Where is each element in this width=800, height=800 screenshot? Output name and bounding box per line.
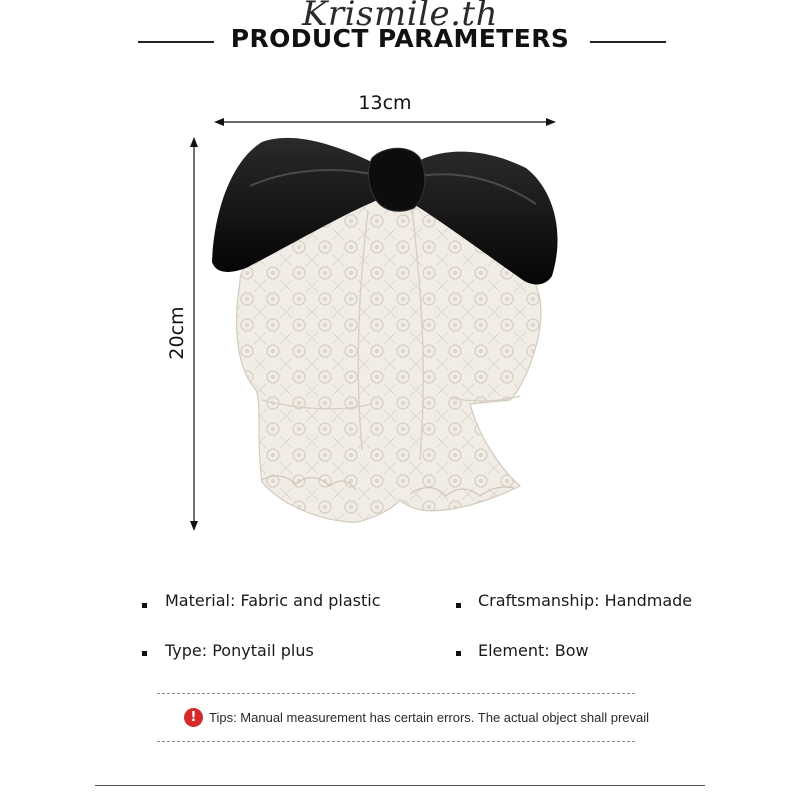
spec-craftsmanship: Craftsmanship: Handmade — [478, 591, 693, 610]
spec-bullet — [456, 603, 461, 608]
spec-bullet — [142, 603, 147, 608]
width-arrow — [214, 118, 556, 126]
width-dimension-label: 13cm — [358, 92, 412, 114]
spec-type: Type: Ponytail plus — [165, 641, 314, 660]
spec-material: Material: Fabric and plastic — [165, 591, 381, 610]
exclamation-circle-icon: ! — [184, 708, 203, 727]
tip-text: Tips: Manual measurement has certain errors. The actual object shall prevail — [209, 709, 650, 725]
height-arrow — [190, 137, 198, 531]
footer-rule — [95, 785, 705, 786]
height-dimension-label: 20cm — [166, 306, 188, 360]
spec-bullet — [456, 651, 461, 656]
tip-notice — [184, 706, 649, 728]
brand-watermark: Krismile.th — [302, 0, 498, 34]
page-title: PRODUCT PARAMETERS — [230, 24, 570, 53]
tip-divider-bottom — [157, 741, 635, 742]
spec-element: Element: Bow — [478, 641, 589, 660]
tip-divider-top — [157, 693, 635, 694]
spec-bullet — [142, 651, 147, 656]
